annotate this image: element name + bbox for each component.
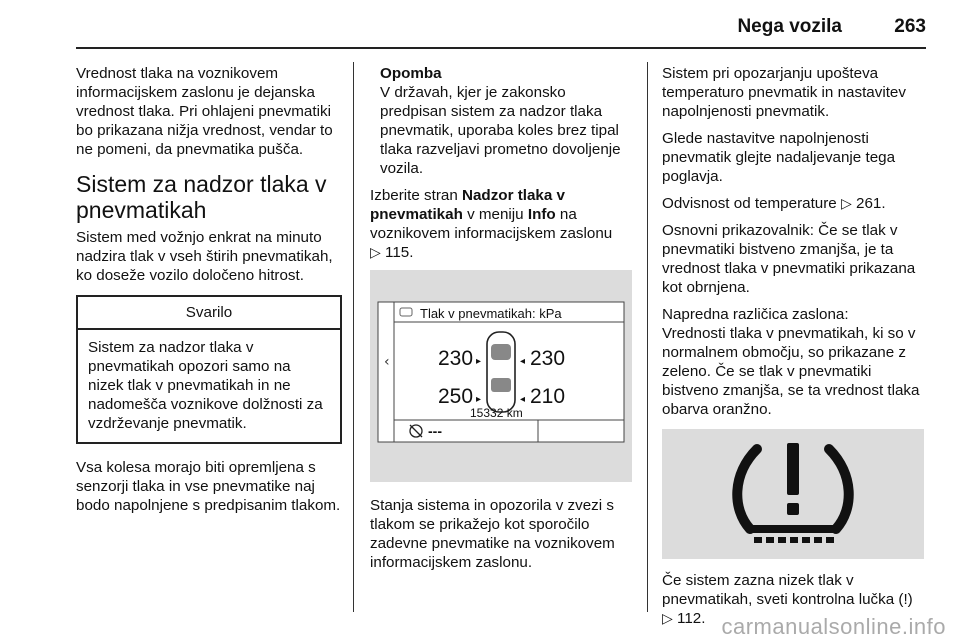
tire-arrow-icon: ◂	[520, 394, 526, 405]
tpms-warning-figure	[662, 429, 924, 559]
note-block	[370, 64, 635, 178]
front-left-pressure: 230	[438, 347, 474, 370]
paragraph: Vsa kolesa morajo biti opremljena s senzorji tlaka in vse pnevmatike naj bodo napolnjene s predpisanim tlakom.	[76, 459, 341, 514]
text: Napredna različica zaslona:	[662, 306, 849, 323]
page-ref: 112.	[677, 610, 706, 627]
section-heading: Sistem za nadzor tlaka v pnevmatikah	[76, 171, 327, 223]
front-right-pressure: 230	[530, 347, 566, 370]
paragraph: Stanja sistema in opozorila v zvezi s tlakom se prikažejo kot sporočilo zadevne pnevmatike na voznikovem informacijskem zaslonu.	[370, 497, 615, 571]
paragraph: Sistem med vožnjo enkrat na minuto nadzira tlak v vseh štirih pnevmatikah, ko doseže vozilo določeno hitrost.	[76, 229, 333, 284]
paragraph: Glede nastavitve napolnjenosti pnevmatik glejte nadaljevanje tega poglavja.	[662, 130, 896, 185]
rear-left-pressure: 250	[438, 385, 474, 408]
tire-arrow-icon: ▸	[476, 394, 482, 405]
page-ref-arrow-icon: ▷	[370, 244, 381, 260]
header-divider	[76, 47, 926, 49]
text: na voznikovem informacijskem zaslonu	[370, 206, 613, 242]
back-arrow-icon: ‹	[384, 354, 390, 370]
column-divider-2	[647, 62, 648, 612]
page-ref: 115.	[385, 244, 414, 261]
tpms-lamp-icon: (!)	[898, 591, 913, 608]
text: Odvisnost od temperature	[662, 195, 837, 212]
menu-page-name: Nadzor tlaka v pnevmatikah	[370, 187, 565, 223]
tire-pressure-display-figure	[370, 270, 632, 482]
paragraph: Sistem pri opozarjanju upošteva temperaturo pnevmatik in nastavitev napolnjenosti pnevmatik.	[662, 65, 906, 120]
page-ref-arrow-icon: ▷	[662, 610, 673, 626]
paragraph: Osnovni prikazovalnik: Če se tlak v pnevmatiki bistveno zmanjša, je ta vrednost tlaka v pnevmatiki prikazana kot obrnjena.	[662, 222, 916, 296]
warning-box	[76, 295, 342, 444]
page-ref: 261.	[856, 195, 886, 212]
paragraph	[662, 194, 928, 213]
status-readout: ---	[428, 423, 442, 439]
page-number: 263	[894, 16, 926, 37]
column-2	[370, 64, 635, 580]
watermark: carmanualsonline.info	[721, 614, 946, 639]
warning-text: Sistem za nadzor tlaka v pnevmatikah opozori samo na nizek tlak v pnevmatikah in ne nadomešča voznikove dolžnosti za vzdrževanje pnevmatik.	[88, 339, 323, 432]
paragraph	[370, 186, 635, 262]
text: Vrednosti tlaka v pnevmatikah, ki so v normalnem območju, so prikazane z zeleno. Če se tlak v pnevmatiki bistveno zmanjša, se ta vrednost tlaka obarva oranžno.	[662, 325, 920, 418]
paragraph	[662, 305, 928, 419]
display-title: Tlak v pnevmatikah: kPa	[420, 306, 562, 321]
warning-title: Svarilo	[78, 297, 340, 330]
page-ref-arrow-icon: ▷	[840, 195, 852, 211]
column-1	[76, 64, 342, 523]
text: Če sistem zazna nizek tlak v pnevmatikah, sveti kontrolna lučka	[662, 572, 895, 608]
text: Izberite stran	[370, 187, 463, 204]
note-text: V državah, kjer je zakonsko predpisan sistem za nadzor tlaka pnevmatik, uporaba koles brez tipal tlaka razveljavi prometno dovoljenje vozila.	[380, 84, 621, 177]
menu-name: Info	[527, 206, 556, 223]
odometer-reading: 15332 km	[470, 406, 523, 420]
section-title: Nega vozila	[737, 16, 842, 37]
tire-arrow-icon: ▸	[476, 356, 482, 367]
column-3	[662, 64, 928, 636]
tire-arrow-icon: ◂	[520, 356, 526, 367]
paragraph: Vrednost tlaka na voznikovem informacijskem zaslonu je dejanska vrednost tlaka. Pri ohlajeni pnevmatiki bo prikazana nižja vrednost, vendar to ne pomeni, da pnevmatika pušča.	[76, 65, 333, 158]
tire-pressure-display	[370, 270, 632, 482]
column-divider-1	[353, 62, 354, 612]
tpms-warning-icon	[662, 429, 924, 559]
text: v meniju	[462, 206, 528, 223]
rear-right-pressure: 210	[530, 385, 566, 408]
note-title: Opomba	[380, 65, 442, 82]
